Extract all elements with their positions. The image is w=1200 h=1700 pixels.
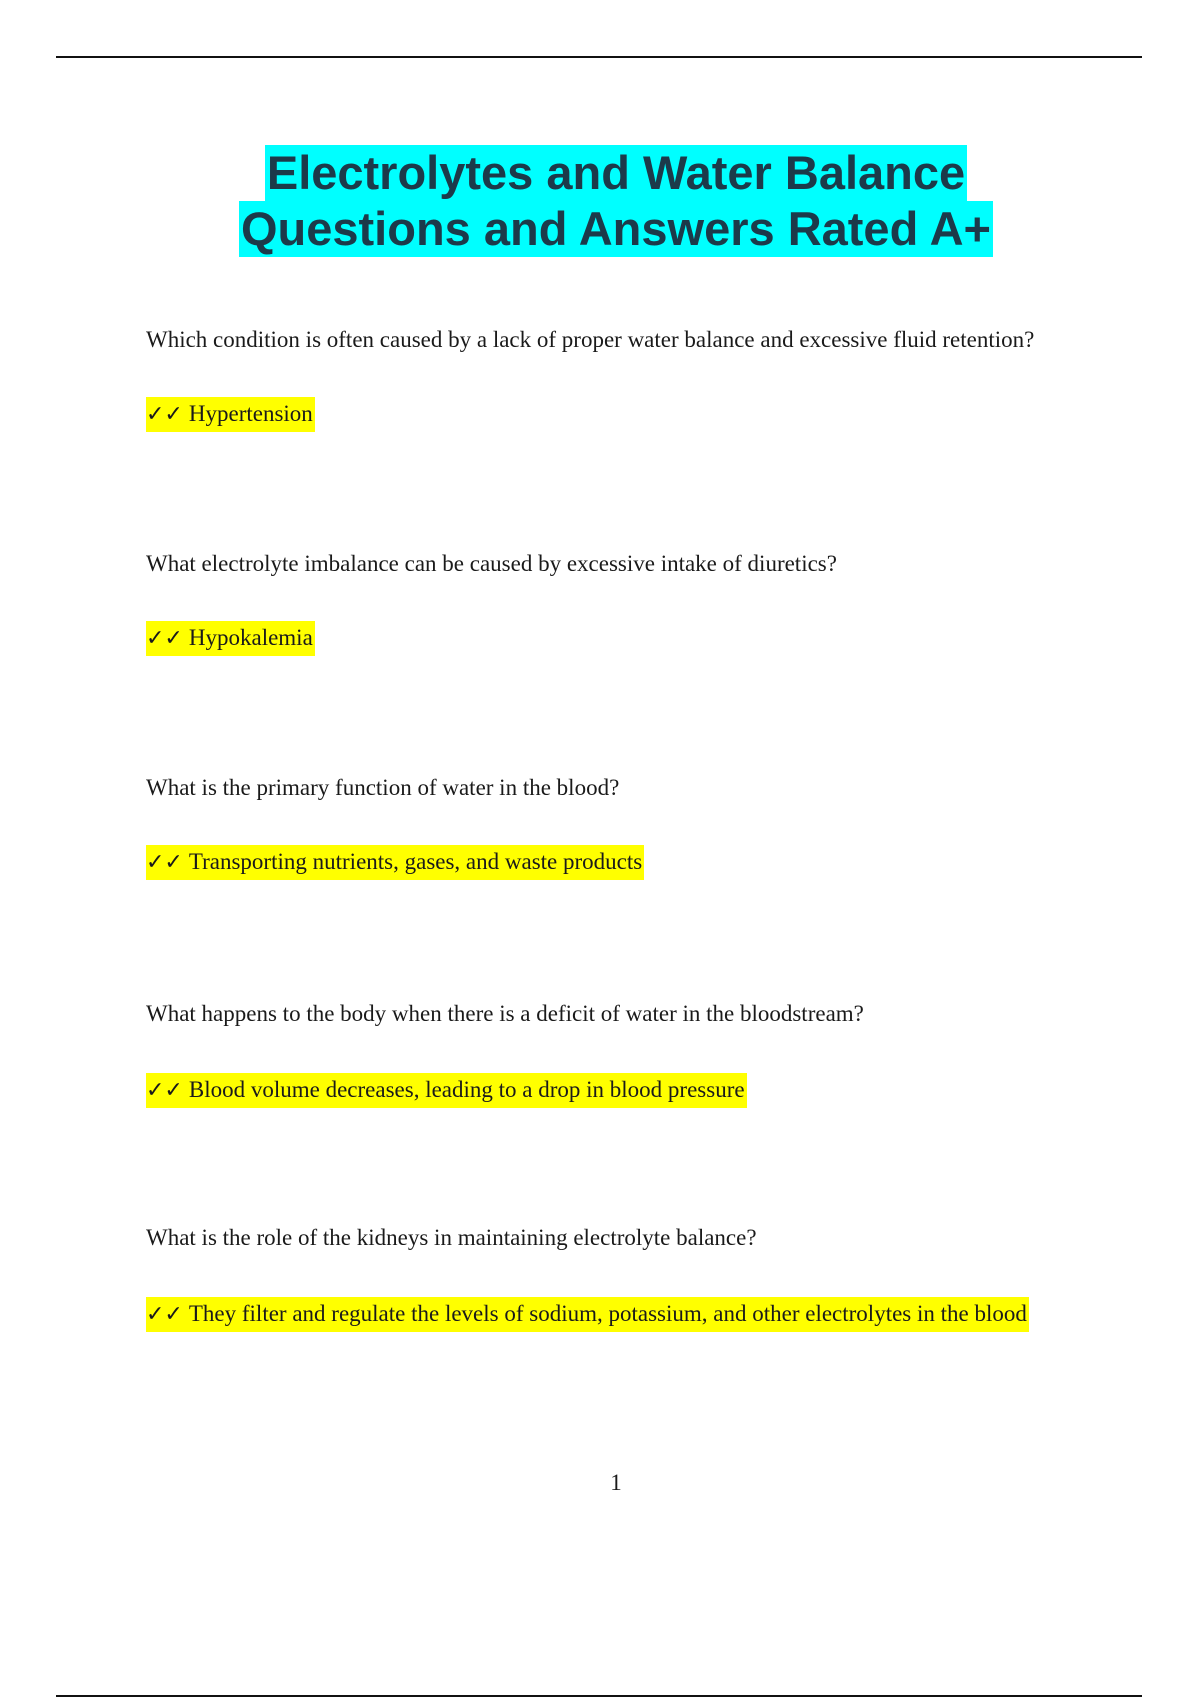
answer-3 xyxy=(146,845,644,880)
answer-2 xyxy=(146,621,315,656)
double-check-icon: ✓✓ xyxy=(146,1302,183,1327)
double-check-icon: ✓✓ xyxy=(146,402,183,427)
answer-5 xyxy=(146,1297,1029,1332)
double-check-icon: ✓✓ xyxy=(146,1078,183,1103)
question-1: Which condition is often caused by a lack of proper water balance and excessive fluid retention? xyxy=(146,327,1035,352)
page-number: 1 xyxy=(610,1470,622,1495)
qa-item-1 xyxy=(146,325,1146,427)
answer-4-text: Blood volume decreases, leading to a drop in blood pressure xyxy=(188,1077,745,1102)
title-line-2: Questions and Answers Rated A+ xyxy=(240,202,991,255)
answer-5-text: They filter and regulate the levels of sodium, potassium, and other electrolytes in the blood xyxy=(188,1301,1027,1326)
double-check-icon: ✓✓ xyxy=(146,626,183,651)
question-4: What happens to the body when there is a deficit of water in the bloodstream? xyxy=(146,1001,864,1026)
document-title xyxy=(0,145,1200,257)
qa-item-3 xyxy=(146,773,1146,875)
answer-1-text: Hypertension xyxy=(188,401,313,426)
answer-1 xyxy=(146,397,315,432)
answer-3-text: Transporting nutrients, gases, and waste products xyxy=(188,849,643,874)
qa-item-2 xyxy=(146,549,1146,651)
qa-item-4 xyxy=(146,999,1146,1103)
double-check-icon: ✓✓ xyxy=(146,850,183,875)
qa-item-5 xyxy=(146,1223,1146,1327)
question-3: What is the primary function of water in the blood? xyxy=(146,775,620,800)
bottom-rule xyxy=(56,1695,1142,1697)
top-rule xyxy=(56,56,1142,58)
question-5: What is the role of the kidneys in maintaining electrolyte balance? xyxy=(146,1225,757,1250)
question-2: What electrolyte imbalance can be caused by excessive intake of diuretics? xyxy=(146,551,837,576)
title-line-1: Electrolytes and Water Balance xyxy=(266,146,966,199)
answer-4 xyxy=(146,1073,747,1108)
answer-2-text: Hypokalemia xyxy=(188,625,313,650)
